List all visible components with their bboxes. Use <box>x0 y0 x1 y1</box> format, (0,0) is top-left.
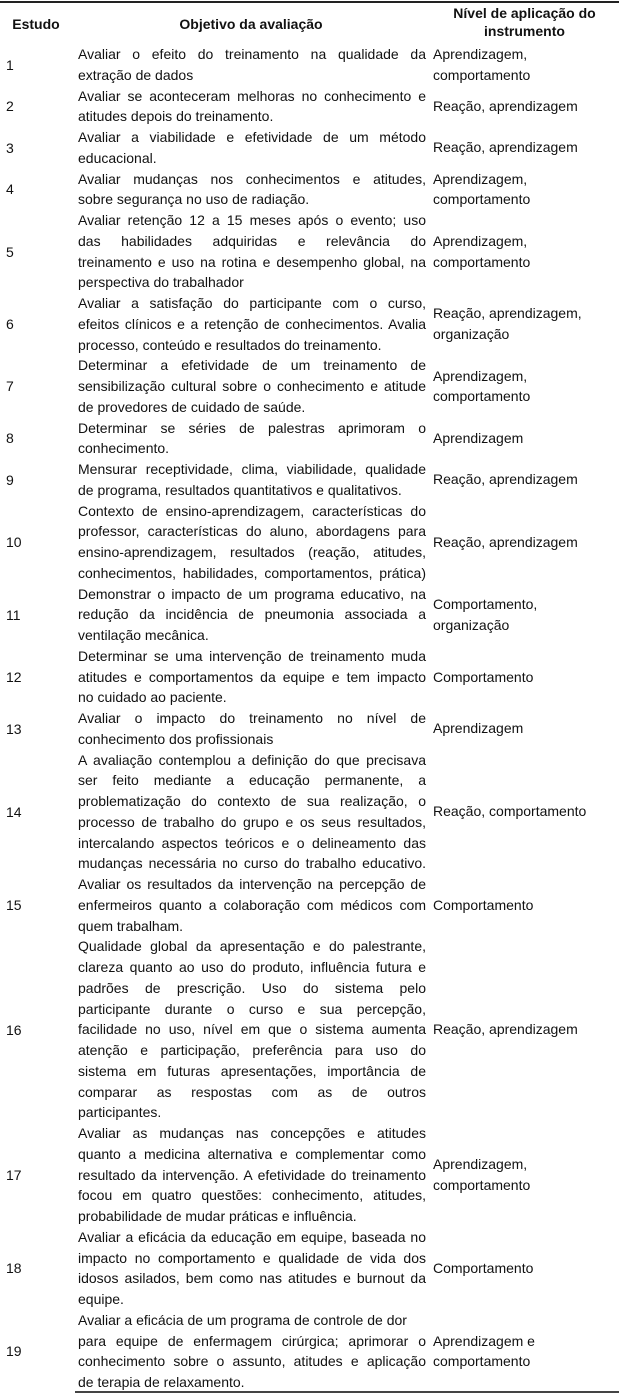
nivel-cell <box>433 44 619 86</box>
nivel-line: Reação, aprendizagem <box>433 471 578 488</box>
nivel-line: Aprendizagem, <box>433 46 528 62</box>
objetivo-line: Avaliar a viabilidade e efetividade de um método <box>78 129 426 145</box>
objetivo-line: ser feito mediante a educação permanente, a <box>78 772 426 789</box>
objetivo-line: quanto a medicina alternativa e complementar como <box>78 1145 426 1162</box>
estudo-number: 16 <box>6 1021 22 1038</box>
nivel-line: comportamento <box>433 388 531 405</box>
objetivo-cell <box>78 127 426 169</box>
objetivo-cell <box>78 936 426 1123</box>
table-row <box>0 1310 619 1393</box>
nivel-line: Aprendizagem e <box>433 1332 535 1349</box>
objetivo-line: processo, conteúdo e resultados do treinamento. <box>78 336 382 353</box>
nivel-cell <box>433 501 619 584</box>
header-estudo: Estudo <box>12 16 60 32</box>
nivel-cell <box>433 584 619 646</box>
objetivo-line: idosos asilados, bem como nas atitudes e burnout da <box>78 1270 426 1287</box>
nivel-line: comportamento <box>433 253 531 270</box>
header-nivel-line1: Nível de aplicação do <box>453 5 596 21</box>
nivel-line: comportamento <box>433 1176 531 1193</box>
objetivo-line: Determinar se uma intervenção de treinamento muda <box>78 647 426 664</box>
nivel-line: Aprendizagem, <box>433 367 528 384</box>
objetivo-line: Avaliar a eficácia da educação em equipe, baseada no <box>78 1228 426 1245</box>
table-row <box>0 169 619 211</box>
estudo-number: 18 <box>6 1260 22 1277</box>
table-header <box>0 3 619 44</box>
estudo-number: 19 <box>6 1343 22 1360</box>
objetivo-line: redução da incidência de pneumonia associada a <box>78 606 426 623</box>
objetivo-cell <box>78 708 426 750</box>
table-body <box>0 44 619 1393</box>
objetivo-line: extração de dados <box>78 66 194 83</box>
objetivo-cell <box>78 501 426 584</box>
table-row <box>0 646 619 708</box>
nivel-line: organização <box>433 326 510 343</box>
table-row <box>0 459 619 501</box>
nivel-cell <box>433 750 619 875</box>
objetivo-cell <box>78 1227 426 1310</box>
objetivo-line: Determinar se séries de palestras aprimoram o <box>78 419 426 436</box>
table-row <box>0 750 619 875</box>
objetivo-line: intercalando aspectos teóricos e o delineamento das <box>78 834 426 851</box>
table-row <box>0 501 619 584</box>
nivel-cell <box>433 418 619 460</box>
table-row <box>0 355 619 417</box>
objetivo-line: de terapia de relaxamento. <box>78 1374 245 1390</box>
table-row <box>0 936 619 1123</box>
objetivo-line: clareza quanto ao uso do produto, influência futura e <box>78 959 426 975</box>
nivel-cell <box>433 708 619 750</box>
objetivo-cell <box>78 210 426 293</box>
objetivo-line: participantes. <box>78 1104 162 1121</box>
objetivo-line: comparar as respostas com as de outros <box>78 1083 426 1100</box>
objetivo-cell <box>78 355 426 417</box>
objetivo-line: mudanças necessária no curso do trabalho educativo. <box>78 855 426 872</box>
objetivo-line: Avaliar a eficácia de um programa de controle de dor <box>78 1311 407 1328</box>
table-row <box>0 708 619 750</box>
objetivo-line: quem trabalham. <box>78 917 184 934</box>
estudo-number: 4 <box>6 181 14 198</box>
nivel-line: organização <box>433 616 510 633</box>
nivel-line: Reação, aprendizagem <box>433 97 578 114</box>
objetivo-line: atitudes depois do treinamento. <box>78 108 274 125</box>
estudo-number: 3 <box>6 139 14 156</box>
objetivo-cell <box>78 418 426 460</box>
nivel-line: comportamento <box>433 191 531 208</box>
objetivo-line: problematização do contexto de sua realização, o <box>78 793 426 809</box>
nivel-line: Reação, aprendizagem <box>433 139 578 156</box>
objetivo-line: sensibilização cultural sobre o conhecimento e atitude <box>78 378 426 394</box>
estudo-number: 17 <box>6 1166 22 1183</box>
objetivo-line: Determinar a efetividade de um treinamento de <box>78 357 426 374</box>
objetivo-line: sistema em futuras apresentações, importância de <box>78 1062 426 1079</box>
estudo-number: 14 <box>6 803 22 820</box>
objetivo-line: conhecimento dos profissionais <box>78 730 274 747</box>
objetivo-line: impacto no comportamento e qualidade de vida dos <box>78 1249 426 1266</box>
nivel-line: Comportamento <box>433 1259 534 1276</box>
estudo-number: 12 <box>6 668 22 685</box>
nivel-cell <box>433 1227 619 1310</box>
nivel-cell <box>433 169 619 211</box>
objetivo-line: resultado da intervenção. A efetividade do treinamento <box>78 1166 426 1183</box>
objetivo-line: efeitos clínicos e a retenção de conhecimentos. Avalia <box>78 315 426 332</box>
nivel-cell <box>433 1123 619 1227</box>
objetivo-line: focou em quatro questões: conhecimento, atitudes, <box>78 1187 426 1204</box>
table-row <box>0 86 619 128</box>
objetivo-cell <box>78 169 426 211</box>
objetivo-line: conhecimentos, habilidades, comportamentos, prática) <box>78 564 426 581</box>
nivel-cell <box>433 874 619 936</box>
nivel-cell <box>433 293 619 355</box>
objetivo-line: de provedores de cuidado de saúde. <box>78 398 306 415</box>
nivel-line: comportamento <box>433 66 531 83</box>
objetivo-cell <box>78 459 426 501</box>
estudo-number: 13 <box>6 720 22 737</box>
nivel-line: Comportamento <box>433 668 534 685</box>
objetivo-line: Avaliar as mudanças nas concepções e atitudes <box>78 1125 426 1141</box>
nivel-line: Aprendizagem <box>433 720 524 737</box>
nivel-cell <box>433 210 619 293</box>
objetivo-cell <box>78 874 426 936</box>
table-row <box>0 1227 619 1310</box>
objetivo-line: para equipe de enfermagem cirúrgica; aprimorar o <box>78 1332 426 1349</box>
objetivo-cell <box>78 1310 426 1393</box>
nivel-cell <box>433 459 619 501</box>
objetivo-cell <box>78 750 426 875</box>
nivel-cell <box>433 1310 619 1393</box>
objetivo-line: facilidade no uso, nível em que o sistema aumenta <box>78 1021 426 1038</box>
nivel-line: Aprendizagem <box>433 429 524 446</box>
estudo-number: 2 <box>6 98 14 115</box>
nivel-line: Reação, aprendizagem <box>433 1021 578 1038</box>
table-row <box>0 418 619 460</box>
objetivo-line: participante durante o curso e sua percepção, <box>78 1000 426 1017</box>
objetivo-line: conhecimento. <box>78 440 170 457</box>
objetivo-line: enfermeiros quanto a colaboração com médicos com <box>78 896 426 913</box>
estudo-number: 11 <box>6 606 21 623</box>
objetivo-line: atenção e participação, preferência para uso do <box>78 1042 426 1058</box>
objetivo-line: padrões de prescrição. Uso do sistema pelo <box>78 979 426 996</box>
estudo-number: 10 <box>6 534 22 550</box>
objetivo-line: Contexto de ensino-aprendizagem, características do <box>78 502 426 519</box>
objetivo-line: Qualidade global da apresentação e do palestrante, <box>78 938 426 955</box>
objetivo-line: conhecimento sobre o assunto, atitudes e aplicação <box>78 1353 426 1370</box>
estudo-number: 5 <box>6 243 14 260</box>
objetivo-line: de programa, resultados quantitativos e qualitativos. <box>78 481 402 498</box>
nivel-line: Reação, aprendizagem, <box>433 305 582 322</box>
table-row <box>0 293 619 355</box>
table-row <box>0 210 619 293</box>
objetivo-line: professor, características do aluno, abordagens para <box>78 523 426 540</box>
objetivo-cell <box>78 293 426 355</box>
objetivo-line: ensino-aprendizagem, resultados (reação, atitudes, <box>78 544 426 560</box>
objetivo-cell <box>78 86 426 128</box>
nivel-line: Reação, comportamento <box>433 803 587 820</box>
objetivo-line: Mensurar receptividade, clima, viabilidade, qualidade <box>78 461 426 477</box>
objetivo-line: Avaliar os resultados da intervenção na percepção de <box>78 876 426 892</box>
objetivo-cell <box>78 44 426 86</box>
header-nivel <box>430 4 619 40</box>
objetivo-line: no cuidado ao paciente. <box>78 689 227 706</box>
nivel-cell <box>433 646 619 708</box>
nivel-line: Comportamento, <box>433 595 538 612</box>
estudo-number: 15 <box>6 897 22 914</box>
objetivo-line: Demonstrar o impacto de um programa educativo, na <box>78 585 426 602</box>
objetivo-line: equipe. <box>78 1291 124 1307</box>
table-bottom-rule <box>75 1391 619 1393</box>
objetivo-line: das habilidades adquiridas e relevância do <box>78 232 426 249</box>
objetivo-line: A avaliação contemplou a definição do que precisava <box>78 751 426 768</box>
objetivo-cell <box>78 646 426 708</box>
table-row <box>0 1123 619 1227</box>
estudo-number: 1 <box>6 56 14 73</box>
objetivo-line: atitudes e comportamentos da equipe e tem impacto <box>78 668 426 685</box>
nivel-cell <box>433 355 619 417</box>
table-row <box>0 874 619 936</box>
nivel-cell <box>433 86 619 128</box>
objetivo-line: treinamento e uso na rotina e desempenho global, na <box>78 253 426 270</box>
nivel-line: Aprendizagem, <box>433 232 528 249</box>
header-nivel-line2: instrumento <box>484 23 565 39</box>
objetivo-line: educacional. <box>78 149 157 166</box>
objetivo-line: Avaliar o impacto do treinamento no nível de <box>78 710 426 726</box>
objetivo-line: Avaliar se aconteceram melhoras no conhecimento e <box>78 87 426 104</box>
objetivo-line: sobre segurança no uso de radiação. <box>78 191 310 208</box>
objetivo-line: processo de trabalho do grupo e os seus resultados, <box>78 813 426 830</box>
objetivo-line: Avaliar a satisfação do participante com o curso, <box>78 295 426 311</box>
objetivo-cell <box>78 1123 426 1227</box>
nivel-cell <box>433 127 619 169</box>
estudo-number: 6 <box>6 316 14 333</box>
header-objetivo: Objetivo da avaliação <box>179 16 323 32</box>
objetivo-line: ventilação mecânica. <box>78 627 209 643</box>
table-row <box>0 44 619 86</box>
objetivo-line: Avaliar retenção 12 a 15 meses após o evento; uso <box>78 212 426 228</box>
nivel-line: Reação, aprendizagem <box>433 533 578 550</box>
objetivo-line: probabilidade de mudar práticas e influência. <box>78 1208 357 1224</box>
estudo-number: 7 <box>6 378 14 395</box>
estudo-number: 8 <box>6 430 14 447</box>
nivel-line: Comportamento <box>433 896 534 913</box>
nivel-cell <box>433 936 619 1123</box>
table-row <box>0 127 619 169</box>
objetivo-cell <box>78 584 426 646</box>
estudo-number: 9 <box>6 471 14 488</box>
nivel-line: comportamento <box>433 1353 531 1370</box>
objetivo-line: perspectiva do trabalhador <box>78 274 244 291</box>
objetivo-line: Avaliar mudanças nos conhecimentos e atitudes, <box>78 170 426 187</box>
objetivo-line: Avaliar o efeito do treinamento na qualidade da <box>78 46 426 62</box>
table-row <box>0 584 619 646</box>
nivel-line: Aprendizagem, <box>433 1156 528 1173</box>
nivel-line: Aprendizagem, <box>433 170 528 187</box>
